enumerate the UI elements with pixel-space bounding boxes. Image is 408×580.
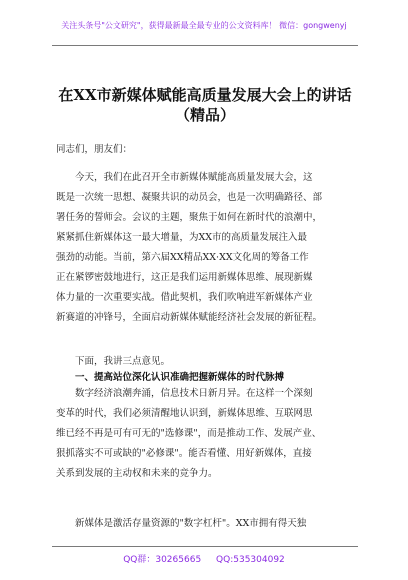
text-line: 数字经济浪潮奔涌，信息技术日新月异。在这样一个深刻 [75, 388, 313, 399]
footer-divider [52, 546, 358, 547]
text-line: 强劲的动能。当前，第六届XX精品XX·XX文化周的筹备工作 [56, 252, 309, 263]
footer [0, 552, 408, 565]
text-line: 狠抓落实不可或缺的"必修课"。能否看懂、用好新媒体，直接 [56, 448, 312, 459]
header-note: 关注头条号"公文研究"，获得最新最全最专业的公文资料库！ 微信：gongwenyj [61, 21, 347, 30]
text-line: 今天，我们在此召开全市新媒体赋能高质量发展大会，这 [75, 172, 313, 183]
text-line: 维已经不再是可有可无的"选修课"，而是推动工作、发展产业、 [56, 428, 322, 439]
text-line: 新媒体是激活存量资源的"数字杠杆"。XX市拥有得天独 [75, 518, 307, 529]
text-line: 紧紧抓住新媒体这一最大增量，为XX市的高质量发展注入最 [56, 232, 308, 243]
footer-qq-group: QQ群：30265665 [123, 555, 202, 565]
document-title: 在XX市新媒体赋能高质量发展大会上的讲话 [58, 86, 352, 104]
text-line: 关系到发展的主动权和未来的竞争力。 [56, 468, 218, 479]
footer-qq: QQ:535304092 [216, 555, 285, 565]
text-line: 下面，我讲三点意见。 [75, 356, 171, 367]
text-line: 新赛道的冲锋号，全面启动新媒体赋能经济社会发展的新征程。 [56, 312, 323, 323]
text-line: 正在紧锣密鼓地进行，这正是我们运用新媒体思维、展现新媒 [56, 272, 313, 283]
paragraph-1 [56, 168, 362, 328]
text-line: 变革的时代，我们必须清醒地认识到，新媒体思维、互联网思 [56, 408, 313, 419]
paragraph-4 [56, 514, 362, 534]
paragraph-3 [56, 384, 362, 484]
greeting: 同志们，朋友们： [56, 144, 133, 155]
text-line: 署任务的誓师会。会议的主题，聚焦于如何在新时代的浪潮中， [56, 212, 323, 223]
heading-text: 一、提高站位深化认识准确把握新媒体的时代脉搏 [75, 372, 285, 383]
header-divider [52, 45, 358, 46]
document-subtitle: （精品） [174, 106, 235, 124]
text-line: 体力量的一次重要实战。借此契机，我们吹响进军新媒体产业 [56, 292, 313, 303]
text-line: 既是一次统一思想、凝聚共识的动员会，也是一次明确路径、部 [56, 192, 323, 203]
